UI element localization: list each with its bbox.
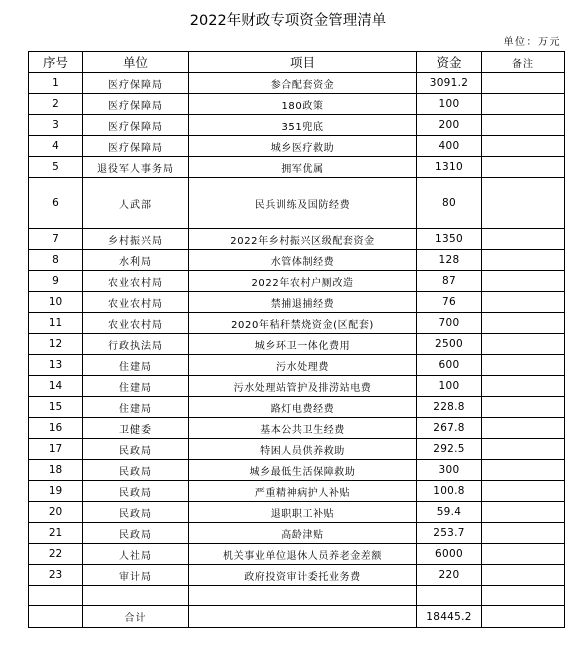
cell-remark [482, 460, 565, 481]
total-amount: 18445.2 [417, 606, 482, 628]
cell-amount: 6000 [417, 544, 482, 565]
table-row [29, 376, 565, 397]
cell-item: 污水处理费 [189, 355, 417, 376]
cell-remark [482, 397, 565, 418]
cell-item: 特困人员供养救助 [189, 439, 417, 460]
table-row [29, 178, 565, 229]
table-row [29, 94, 565, 115]
cell-amount: 100.8 [417, 481, 482, 502]
cell-remark [482, 136, 565, 157]
cell-amount: 400 [417, 136, 482, 157]
table-row [29, 439, 565, 460]
cell-no [29, 586, 83, 606]
header-row [29, 52, 565, 73]
cell-unit: 退役军人事务局 [83, 157, 189, 178]
table-row [29, 292, 565, 313]
funds-table [28, 51, 565, 628]
unit-note: 单位：万元 [503, 37, 561, 48]
cell-unit: 医疗保障局 [83, 94, 189, 115]
cell-remark [482, 376, 565, 397]
table-row [29, 418, 565, 439]
cell-item: 水管体制经费 [189, 250, 417, 271]
cell-no: 9 [29, 271, 83, 292]
cell-amount: 253.7 [417, 523, 482, 544]
cell-amount: 100 [417, 376, 482, 397]
cell-remark [482, 94, 565, 115]
header-unit: 单位 [83, 52, 189, 73]
cell-no: 1 [29, 73, 83, 94]
cell-remark [482, 439, 565, 460]
cell-remark [482, 502, 565, 523]
cell-remark [482, 606, 565, 628]
cell-unit: 民政局 [83, 439, 189, 460]
cell-unit: 民政局 [83, 523, 189, 544]
cell-unit: 卫健委 [83, 418, 189, 439]
cell-unit [83, 586, 189, 606]
cell-no: 17 [29, 439, 83, 460]
cell-no: 11 [29, 313, 83, 334]
cell-unit: 民政局 [83, 481, 189, 502]
cell-no: 7 [29, 229, 83, 250]
cell-remark [482, 334, 565, 355]
cell-unit: 住建局 [83, 376, 189, 397]
cell-unit: 审计局 [83, 565, 189, 586]
blank-row [29, 586, 565, 606]
cell-item: 城乡最低生活保障救助 [189, 460, 417, 481]
table-row [29, 136, 565, 157]
cell-item: 2022年农村户厕改造 [189, 271, 417, 292]
cell-amount: 1350 [417, 229, 482, 250]
cell-amount: 228.8 [417, 397, 482, 418]
cell-unit: 民政局 [83, 502, 189, 523]
header-amount: 资金 [417, 52, 482, 73]
cell-remark [482, 292, 565, 313]
cell-amount: 700 [417, 313, 482, 334]
cell-remark [482, 313, 565, 334]
cell-item: 2020年秸秆禁烧资金(区配套) [189, 313, 417, 334]
cell-item: 城乡医疗救助 [189, 136, 417, 157]
cell-unit: 行政执法局 [83, 334, 189, 355]
cell-remark [482, 481, 565, 502]
table-row [29, 250, 565, 271]
cell-item: 政府投资审计委托业务费 [189, 565, 417, 586]
cell-amount: 128 [417, 250, 482, 271]
cell-item: 路灯电费经费 [189, 397, 417, 418]
cell-no: 5 [29, 157, 83, 178]
table-row [29, 397, 565, 418]
cell-item: 城乡环卫一体化费用 [189, 334, 417, 355]
cell-remark [482, 523, 565, 544]
cell-amount: 59.4 [417, 502, 482, 523]
cell-remark [482, 229, 565, 250]
cell-no: 14 [29, 376, 83, 397]
cell-no: 13 [29, 355, 83, 376]
cell-no [29, 606, 83, 628]
header-no: 序号 [29, 52, 83, 73]
cell-no: 6 [29, 178, 83, 229]
cell-no: 4 [29, 136, 83, 157]
cell-no: 12 [29, 334, 83, 355]
cell-no: 16 [29, 418, 83, 439]
cell-no: 20 [29, 502, 83, 523]
table-row [29, 73, 565, 94]
cell-unit: 住建局 [83, 355, 189, 376]
cell-unit: 医疗保障局 [83, 115, 189, 136]
cell-remark [482, 271, 565, 292]
cell-item: 拥军优属 [189, 157, 417, 178]
cell-no: 19 [29, 481, 83, 502]
cell-item: 机关事业单位退休人员养老金差额 [189, 544, 417, 565]
cell-item: 污水处理站管护及排涝站电费 [189, 376, 417, 397]
cell-unit: 农业农村局 [83, 271, 189, 292]
header-remark: 备注 [482, 52, 565, 73]
cell-item: 参合配套资金 [189, 73, 417, 94]
table-row [29, 355, 565, 376]
table-row [29, 481, 565, 502]
cell-remark [482, 178, 565, 229]
cell-no: 3 [29, 115, 83, 136]
cell-no: 18 [29, 460, 83, 481]
cell-amount: 76 [417, 292, 482, 313]
cell-remark [482, 586, 565, 606]
table-row [29, 565, 565, 586]
cell-amount: 200 [417, 115, 482, 136]
table-row [29, 157, 565, 178]
header-item: 项目 [189, 52, 417, 73]
cell-no: 23 [29, 565, 83, 586]
cell-remark [482, 544, 565, 565]
table-row [29, 271, 565, 292]
cell-amount: 267.8 [417, 418, 482, 439]
cell-amount: 220 [417, 565, 482, 586]
total-label: 合计 [83, 606, 189, 628]
cell-no: 8 [29, 250, 83, 271]
cell-unit: 水利局 [83, 250, 189, 271]
table-row [29, 523, 565, 544]
cell-amount: 600 [417, 355, 482, 376]
cell-item: 351兜底 [189, 115, 417, 136]
table-row [29, 544, 565, 565]
cell-no: 21 [29, 523, 83, 544]
cell-remark [482, 355, 565, 376]
cell-amount: 3091.2 [417, 73, 482, 94]
cell-amount: 2500 [417, 334, 482, 355]
cell-amount: 80 [417, 178, 482, 229]
cell-remark [482, 418, 565, 439]
cell-remark [482, 115, 565, 136]
cell-no: 10 [29, 292, 83, 313]
cell-unit: 人社局 [83, 544, 189, 565]
cell-amount: 87 [417, 271, 482, 292]
cell-item [189, 606, 417, 628]
cell-unit: 民政局 [83, 460, 189, 481]
cell-unit: 乡村振兴局 [83, 229, 189, 250]
cell-no: 2 [29, 94, 83, 115]
cell-remark [482, 565, 565, 586]
cell-remark [482, 250, 565, 271]
cell-unit: 农业农村局 [83, 313, 189, 334]
table-row [29, 334, 565, 355]
cell-remark [482, 73, 565, 94]
total-row [29, 606, 565, 628]
cell-item [189, 586, 417, 606]
cell-item: 2022年乡村振兴区级配套资金 [189, 229, 417, 250]
page-title: 2022年财政专项资金管理清单 [189, 13, 387, 29]
cell-item: 180政策 [189, 94, 417, 115]
cell-item: 基本公共卫生经费 [189, 418, 417, 439]
cell-amount [417, 586, 482, 606]
cell-unit: 农业农村局 [83, 292, 189, 313]
cell-no: 15 [29, 397, 83, 418]
cell-item: 退职职工补贴 [189, 502, 417, 523]
cell-item: 严重精神病护人补贴 [189, 481, 417, 502]
cell-unit: 住建局 [83, 397, 189, 418]
table-row [29, 115, 565, 136]
cell-amount: 100 [417, 94, 482, 115]
cell-item: 高龄津贴 [189, 523, 417, 544]
cell-amount: 292.5 [417, 439, 482, 460]
cell-no: 22 [29, 544, 83, 565]
table-row [29, 229, 565, 250]
cell-amount: 300 [417, 460, 482, 481]
cell-unit: 人武部 [83, 178, 189, 229]
cell-unit: 医疗保障局 [83, 136, 189, 157]
cell-unit: 医疗保障局 [83, 73, 189, 94]
cell-item: 禁捕退捕经费 [189, 292, 417, 313]
table-row [29, 460, 565, 481]
table-row [29, 502, 565, 523]
cell-remark [482, 157, 565, 178]
cell-amount: 1310 [417, 157, 482, 178]
table-row [29, 313, 565, 334]
cell-item: 民兵训练及国防经费 [189, 178, 417, 229]
